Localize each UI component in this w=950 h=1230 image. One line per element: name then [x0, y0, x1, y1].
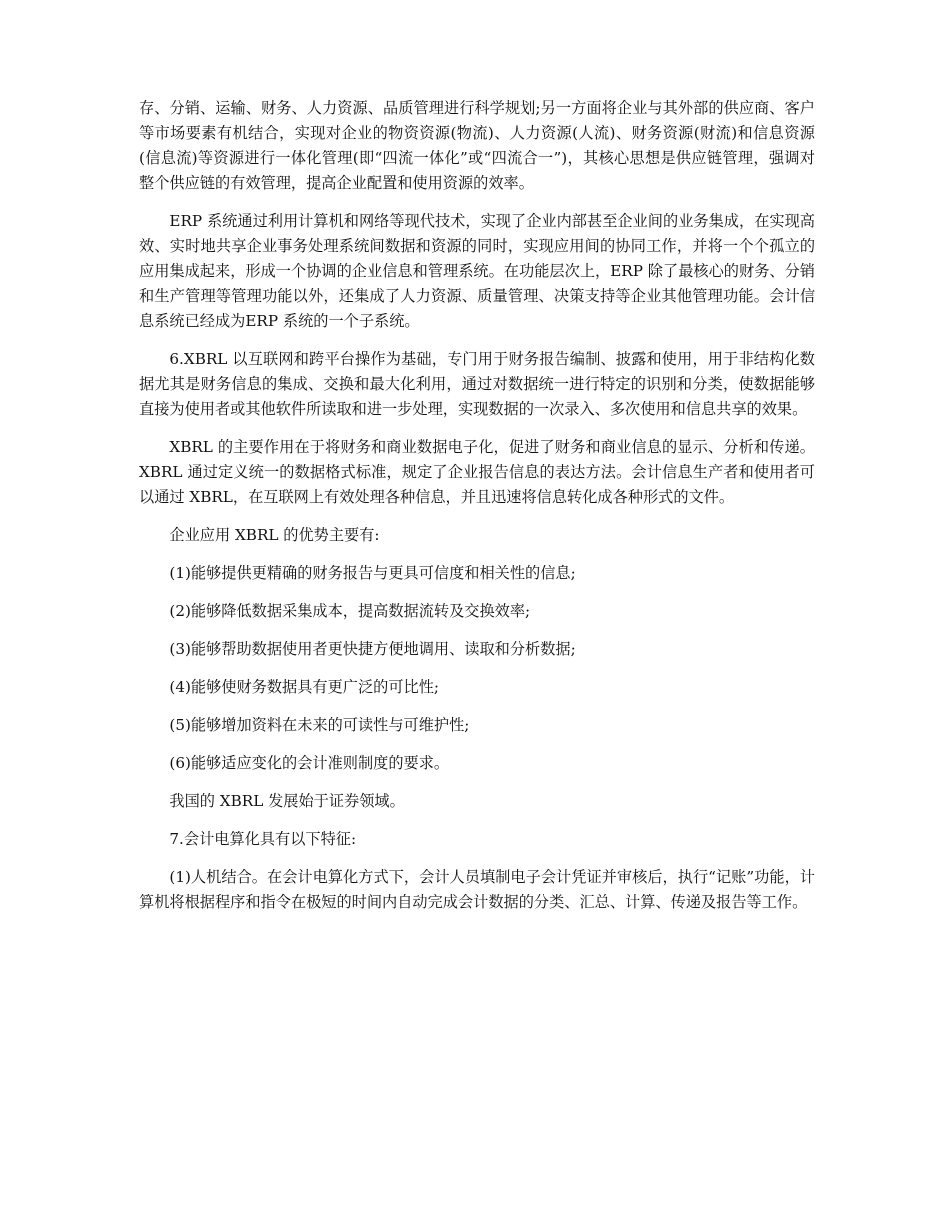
list-item-5: (5)能够增加资料在未来的可读性与可维护性;: [169, 716, 470, 734]
document-body: [139, 96, 815, 928]
paragraph-2: ERP 系统通过利用计算机和网络等现代技术，实现了企业内部甚至企业间的业务集成，在实现高效、实时地共享企业事务处理系统间数据和资源的同时，实现应用间的协同工作，并将一个个孤立的应用集成起来，形成一个协调的企业信息和管理系统。在功能层次上，ERP 除了最核心的财务、分销和生产管理等管理功能以外，还集成了人力资源、质量管理、决策支持等企业其他管理功能。会计信息系统已经成为ERP 系统的一个子系统。: [139, 212, 815, 330]
paragraph-6: 我国的 XBRL 发展始于证券领域。: [169, 792, 405, 810]
paragraph-3: 6.XBRL 以互联网和跨平台操作为基础，专门用于财务报告编制、披露和使用，用于非结构化数据尤其是财务信息的集成、交换和最大化利用，通过对数据统一进行特定的识别和分类，使数据能够直接为使用者或其他软件所读取和进一步处理，实现数据的一次录入、多次使用和信息共享的效果。: [139, 350, 815, 418]
paragraph-7: (1)人机结合。在会计电算化方式下，会计人员填制电子会计凭证并审核后，执行“记账”功能，计算机将根据程序和指令在极短的时间内自动完成会计数据的分类、汇总、计算、传递及报告等工作。: [139, 868, 815, 911]
list-item-3: (3)能够帮助数据使用者更快捷方便地调用、读取和分析数据;: [169, 640, 576, 658]
list-item-6: (6)能够适应变化的会计准则制度的要求。: [169, 754, 450, 772]
list-item-2: (2)能够降低数据采集成本，提高数据流转及交换效率;: [169, 602, 531, 620]
section-heading-7: 7.会计电算化具有以下特征:: [169, 830, 357, 848]
paragraph-1: 存、分销、运输、财务、人力资源、品质管理进行科学规划;另一方面将企业与其外部的供应商、客户等市场要素有机结合，实现对企业的物资资源(物流)、人力资源(人流)、财务资源(财流)和信息资源(信息流)等资源进行一体化管理(即“四流一体化”或“四流合一”)，其核心思想是供应链管理，强调对整个供应链的有效管理，提高企业配置和使用资源的效率。: [139, 99, 815, 192]
paragraph-4: XBRL 的主要作用在于将财务和商业数据电子化，促进了财务和商业信息的显示、分析和传递。XBRL 通过定义统一的数据格式标准，规定了企业报告信息的表达方法。会计信息生产者和使用者可以通过 XBRL，在互联网上有效处理各种信息，并且迅速将信息转化成各种形式的文件。: [139, 438, 815, 506]
paragraph-5: 企业应用 XBRL 的优势主要有:: [169, 526, 380, 544]
list-item-4: (4)能够使财务数据具有更广泛的可比性;: [169, 678, 440, 696]
list-item-1: (1)能够提供更精确的财务报告与更具可信度和相关性的信息;: [169, 564, 576, 582]
